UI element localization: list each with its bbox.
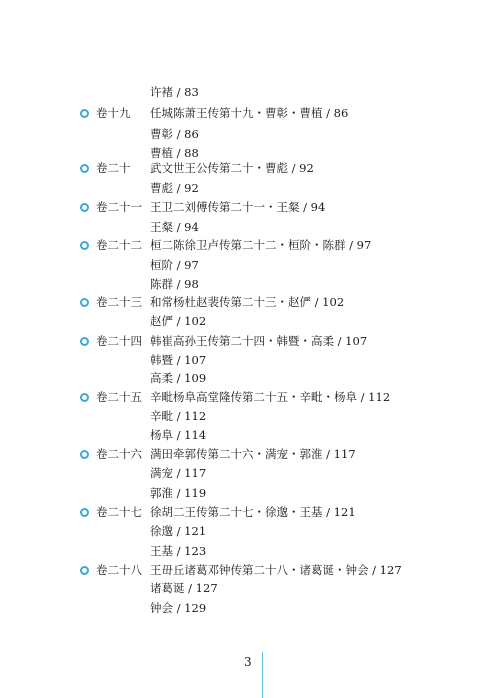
bullet-icon (80, 203, 89, 212)
subentry-text: 陈群 / 98 (150, 277, 199, 291)
subentry-text: 满宠 / 117 (150, 466, 207, 480)
toc-subentry[interactable] (150, 524, 206, 538)
subentry-text: 韩暨 / 107 (150, 353, 207, 367)
volume-label: 卷二十二 (96, 238, 142, 252)
chapter-title: 桓二陈徐卫卢传第二十二・桓阶・陈群 / 97 (150, 238, 372, 252)
toc-entry[interactable] (96, 106, 348, 120)
subentry-text: 高柔 / 109 (150, 371, 207, 385)
toc-entry[interactable] (96, 447, 356, 461)
volume-label: 卷十九 (96, 106, 131, 120)
chapter-title: 韩崔高孙王传第二十四・韩暨・高柔 / 107 (150, 334, 368, 348)
page-number: 3 (244, 655, 252, 669)
toc-subentry[interactable] (150, 353, 206, 367)
toc-entry[interactable] (96, 161, 314, 175)
subentry-text: 赵俨 / 102 (150, 314, 207, 328)
subentry-text: 许褚 / 83 (150, 85, 199, 99)
volume-label: 卷二十三 (96, 295, 142, 309)
subentry-text: 钟会 / 129 (150, 601, 207, 615)
volume-label: 卷二十八 (96, 563, 142, 577)
toc-subentry[interactable] (150, 428, 206, 442)
bullet-icon (80, 298, 89, 307)
toc-subentry[interactable] (150, 601, 206, 615)
toc-subentry[interactable] (150, 127, 199, 141)
toc-subentry[interactable] (150, 146, 199, 160)
toc-entry[interactable] (96, 200, 325, 214)
toc-entry[interactable] (96, 295, 344, 309)
subentry-text: 徐邈 / 121 (150, 524, 207, 538)
toc-entry[interactable] (96, 563, 402, 577)
volume-label: 卷二十五 (96, 390, 142, 404)
toc-entry[interactable] (96, 390, 390, 404)
bullet-icon (80, 393, 89, 402)
bullet-icon (80, 241, 89, 250)
volume-label: 卷二十一 (96, 200, 142, 214)
volume-label: 卷二十四 (96, 334, 142, 348)
subentry-text: 曹植 / 88 (150, 146, 199, 160)
volume-label: 卷二十 (96, 161, 131, 175)
toc-subentry[interactable] (150, 466, 206, 480)
bullet-icon (80, 566, 89, 575)
volume-label: 卷二十七 (96, 505, 142, 519)
bullet-icon (80, 337, 89, 346)
toc-subentry[interactable] (150, 258, 199, 272)
bullet-icon (80, 164, 89, 173)
toc-subentry[interactable] (150, 544, 206, 558)
chapter-title: 王卫二刘傅传第二十一・王粲 / 94 (150, 200, 326, 214)
subentry-text: 杨阜 / 114 (150, 428, 207, 442)
chapter-title: 徐胡二王传第二十七・徐邈・王基 / 121 (150, 505, 356, 519)
toc-subentry[interactable] (150, 409, 206, 423)
subentry-text: 桓阶 / 97 (150, 258, 199, 272)
toc-subentry[interactable] (150, 85, 199, 99)
bullet-icon (80, 109, 89, 118)
subentry-text: 郭淮 / 119 (150, 486, 207, 500)
chapter-title: 任城陈萧王传第十九・曹彰・曹植 / 86 (150, 106, 349, 120)
toc-subentry[interactable] (150, 314, 206, 328)
toc-subentry[interactable] (150, 486, 206, 500)
subentry-text: 王粲 / 94 (150, 220, 199, 234)
subentry-text: 王基 / 123 (150, 544, 207, 558)
bullet-icon (80, 450, 89, 459)
chapter-title: 武文世王公传第二十・曹彪 / 92 (150, 161, 314, 175)
toc-subentry[interactable] (150, 181, 199, 195)
toc-subentry[interactable] (150, 581, 218, 595)
toc-subentry[interactable] (150, 277, 199, 291)
toc-subentry[interactable] (150, 371, 206, 385)
subentry-text: 辛毗 / 112 (150, 409, 207, 423)
subentry-text: 诸葛诞 / 127 (150, 581, 218, 595)
page-divider-line (262, 652, 263, 698)
toc-entry[interactable] (96, 334, 367, 348)
subentry-text: 曹彰 / 86 (150, 127, 199, 141)
chapter-title: 王毌丘诸葛邓钟传第二十八・诸葛诞・钟会 / 127 (150, 563, 402, 577)
chapter-title: 满田牵郭传第二十六・满宠・郭淮 / 117 (150, 447, 356, 461)
chapter-title: 辛毗杨阜高堂隆传第二十五・辛毗・杨阜 / 112 (150, 390, 391, 404)
chapter-title: 和常杨杜赵裴传第二十三・赵俨 / 102 (150, 295, 345, 309)
bullet-icon (80, 508, 89, 517)
subentry-text: 曹彪 / 92 (150, 181, 199, 195)
toc-entry[interactable] (96, 505, 356, 519)
toc-subentry[interactable] (150, 220, 199, 234)
toc-entry[interactable] (96, 238, 371, 252)
volume-label: 卷二十六 (96, 447, 142, 461)
